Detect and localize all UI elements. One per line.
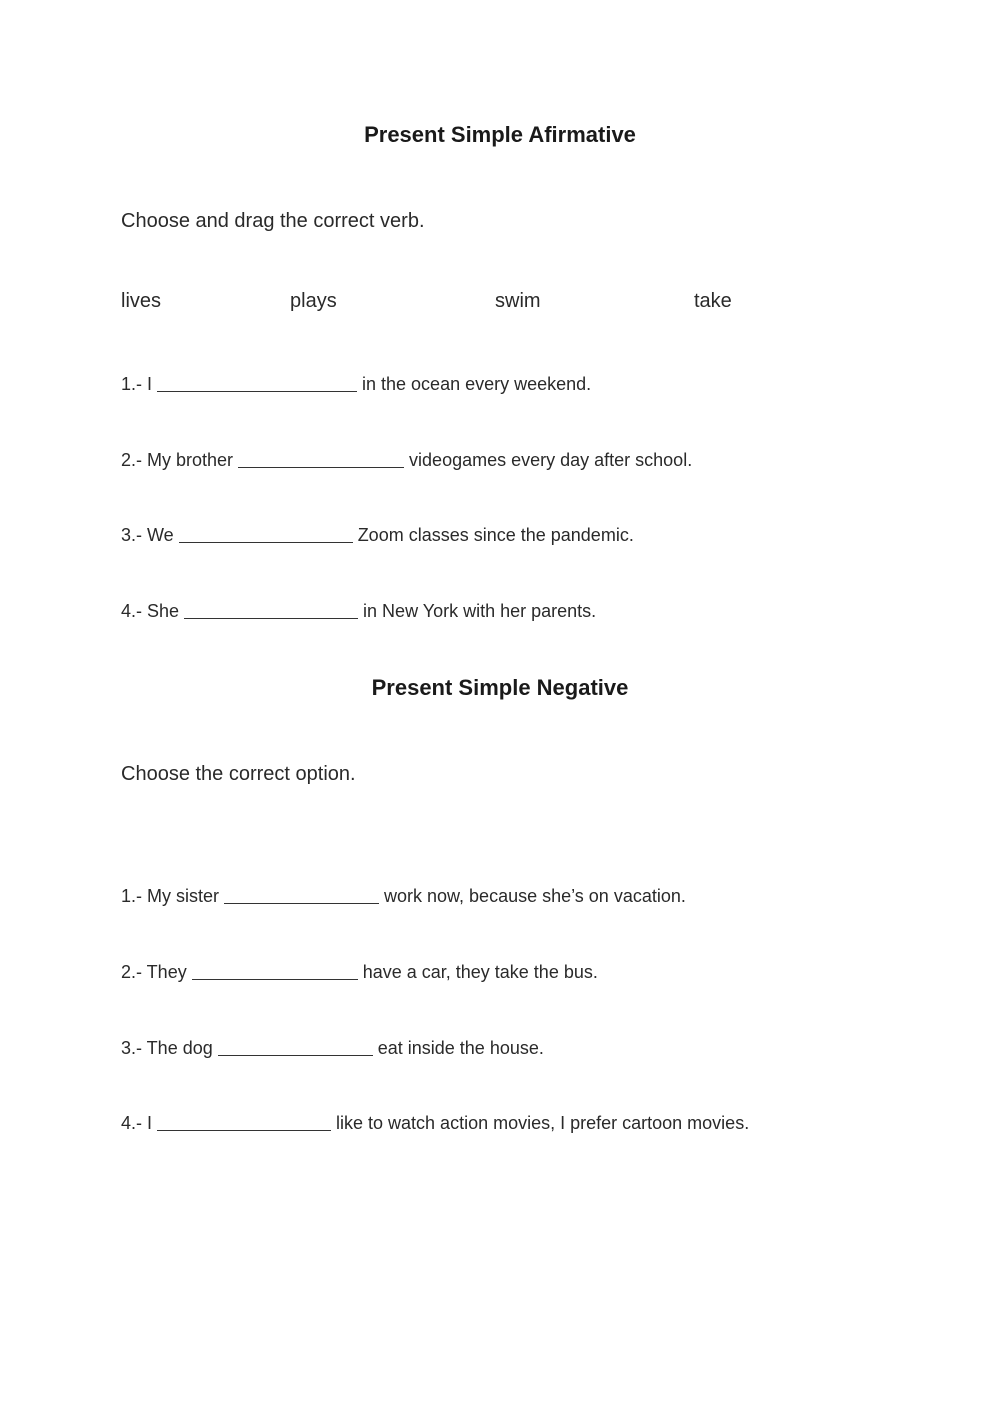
sentence-item [121, 522, 634, 546]
sentence-item [121, 598, 596, 622]
answer-blank[interactable] [184, 600, 358, 619]
answer-blank[interactable] [157, 373, 357, 392]
sentence-prefix: 1.- I [121, 374, 153, 394]
sentence-item [121, 883, 686, 907]
sentence-prefix: 2.- My brother [121, 450, 234, 470]
sentence-prefix: 2.- They [121, 962, 187, 982]
answer-blank[interactable] [192, 961, 358, 980]
sentence-item [121, 1035, 544, 1059]
sentence-item [121, 371, 591, 395]
sentence-suffix: in New York with her parents. [363, 601, 597, 621]
sentence-prefix: 4.- I [121, 1113, 153, 1133]
sentence-suffix: like to watch action movies, I prefer cartoon movies. [336, 1113, 750, 1133]
section-title-affirmative: Present Simple Afirmative [364, 122, 636, 147]
answer-blank[interactable] [238, 449, 404, 468]
sentence-prefix: 3.- We [121, 525, 174, 545]
word-bank-item[interactable]: lives [121, 290, 162, 312]
instruction-affirmative: Choose and drag the correct verb. [121, 210, 425, 232]
answer-blank[interactable] [179, 524, 353, 543]
word-bank-item[interactable]: plays [290, 290, 337, 312]
sentence-item [121, 959, 598, 983]
sentence-suffix: Zoom classes since the pandemic. [357, 525, 634, 545]
sentence-prefix: 1.- My sister [121, 886, 220, 906]
sentence-prefix: 4.- She [121, 601, 180, 621]
word-bank-item[interactable]: swim [495, 290, 541, 312]
sentence-prefix: 3.- The dog [121, 1038, 213, 1058]
sentence-suffix: work now, because she’s on vacation. [384, 886, 686, 906]
sentence-suffix: eat inside the house. [377, 1038, 544, 1058]
answer-blank[interactable] [224, 885, 379, 904]
sentence-suffix: videogames every day after school. [409, 450, 693, 470]
section-title-negative: Present Simple Negative [371, 675, 629, 700]
sentence-suffix: have a car, they take the bus. [362, 962, 598, 982]
sentence-suffix: in the ocean every weekend. [362, 374, 592, 394]
word-bank-item[interactable]: take [694, 290, 732, 312]
instruction-negative: Choose the correct option. [121, 763, 356, 785]
answer-blank[interactable] [218, 1037, 373, 1056]
answer-blank[interactable] [157, 1112, 331, 1131]
sentence-item [121, 1110, 749, 1134]
sentence-item [121, 447, 692, 471]
